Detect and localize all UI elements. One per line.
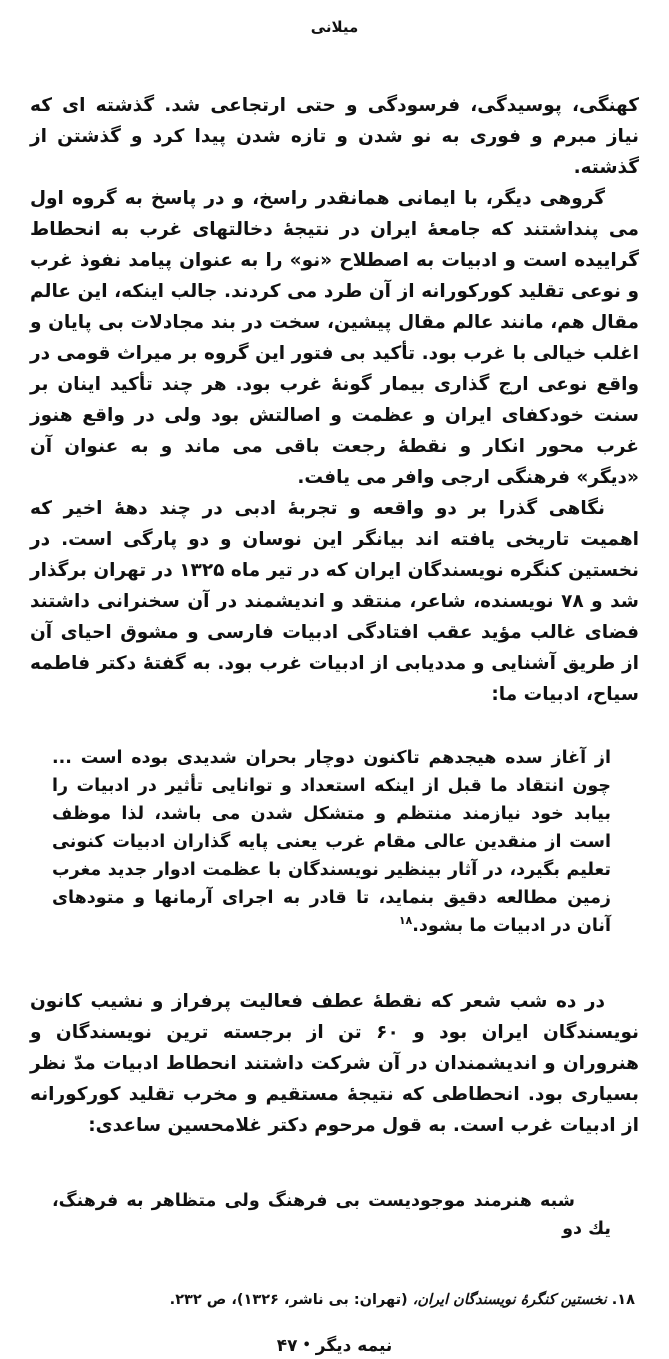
blockquote-saedi: شبه هنرمند موجودیست بی فرهنگ ولی متظاهر به فرهنگ، یك دو: [52, 1191, 611, 1239]
journal-name: نیمه دیگر: [315, 1336, 393, 1356]
footnote-book-title: نخستین کنگرهٔ نویسندگان ایران،: [407, 1292, 607, 1308]
page-footer: [30, 1333, 639, 1359]
paragraph-ten-nights: در ده شب شعر که نقطهٔ عطف فعالیت پرفراز و نشیب کانون نویسندگان ایران بود و ۶۰ تن از برجسته ترین نویسندگان و هنروران و اندیشمندان در آن شرکت داشتند انحطاط ادبیات مدّ نظر بسیاری بود. انحطاطی که نتیجهٔ مستقیم و مخرب تقلید کورکورانه از ادبیات غرب است. به قول مرحوم دکتر غلامحسین ساعدی:: [30, 991, 640, 1136]
running-header: میلانی: [310, 18, 359, 36]
footnote-reference-marker: ۱۸: [398, 914, 413, 928]
footnote-publication-info: (تهران: بی ناشر، ۱۳۲۶)، ص ۲۳۲.: [169, 1292, 408, 1308]
footnote: [30, 1289, 639, 1311]
footnote-number: ۱۸.: [606, 1292, 635, 1308]
blockquote-sayyah-text: از آغاز سده هیجدهم تاکنون دوچار بحران شدیدی بوده است ... چون انتقاد ما قبل از اینکه استعداد و توانایی تأثیر در ادبیات را بیابد خود نیازمند منتظم و متشکل شدن می باشد، لذا موظف است از منقدین عالی مقام غرب یعنی پایه گذاران ادبیات کنونی تعلیم بگیرد، در آثار بینظیر نویسندگان با عظمت ادوار جدید مغرب زمین مطالعه دقیق بنماید، تا قادر به اجرای آرمانها و متودهای آنان در ادبیات ما بشود.: [52, 748, 611, 936]
paragraph-continuation: کهنگی، پوسیدگی، فرسودگی و حتی ارتجاعی شد. گذشته ای که نیاز مبرم و فوری به نو شدن و تازه شدن پیدا کرد و گذشتن از گذشته.: [30, 95, 639, 178]
blockquote-sayyah: [52, 744, 611, 940]
paragraph-writers-congress: نگاهی گذرا بر دو واقعه و تجربهٔ ادبی در چند دههٔ اخیر که اهمیت تاریخی یافته اند بیانگر این نوسان و دو پارگی است. در نخستین کنگره نویسندگان ایران که در تیر ماه ۱۳۲۵ در تهران برگذار شد و ۷۸ نویسنده، شاعر، منتقد و اندیشمند در آن سخنرانی داشتند فضای غالب مؤید عقب افتادگی ادبیات فارسی و مشوق احیای آن از طریق آشنایی و مددیابی از ادبیات غرب بود. به گفتهٔ دکتر فاطمه سیاح، ادبیات ما:: [30, 498, 640, 705]
paragraph-second-group: گروهی دیگر، با ایمانی همانقدر راسخ، و در پاسخ به گروه اول می پنداشتند که جامعهٔ ایران در نتیجهٔ دخالتهای غرب به انحطاط گراییده است و ادبیات به اصطلاح «نو» را به عنوان پیامد نفوذ غرب و نوعی تقلید کورکورانه از آن طرد می کردند. جالب اینکه، این عالم مقال هم، مانند عالم مقال پیشین، سخت در بند مجادلات بی پایان و اغلب خیالی با غرب بود. تأکید بی فتور این گروه بر میراث قومی در واقع نوعی ارج گذاری بیمار گونهٔ غرب بود. هر چند تأکید اینان بر سنت خودکفای ایران و عظمت و اصالتش بود ولی در واقع هنوز غرب محور انکار و نقطهٔ رجعت باقی می ماند و به عنوان آن «دیگر» فرهنگی ارجی وافر می یافت.: [30, 188, 639, 488]
footer-separator-icon: •: [302, 1338, 311, 1353]
page-number: ۴۷: [276, 1336, 298, 1356]
